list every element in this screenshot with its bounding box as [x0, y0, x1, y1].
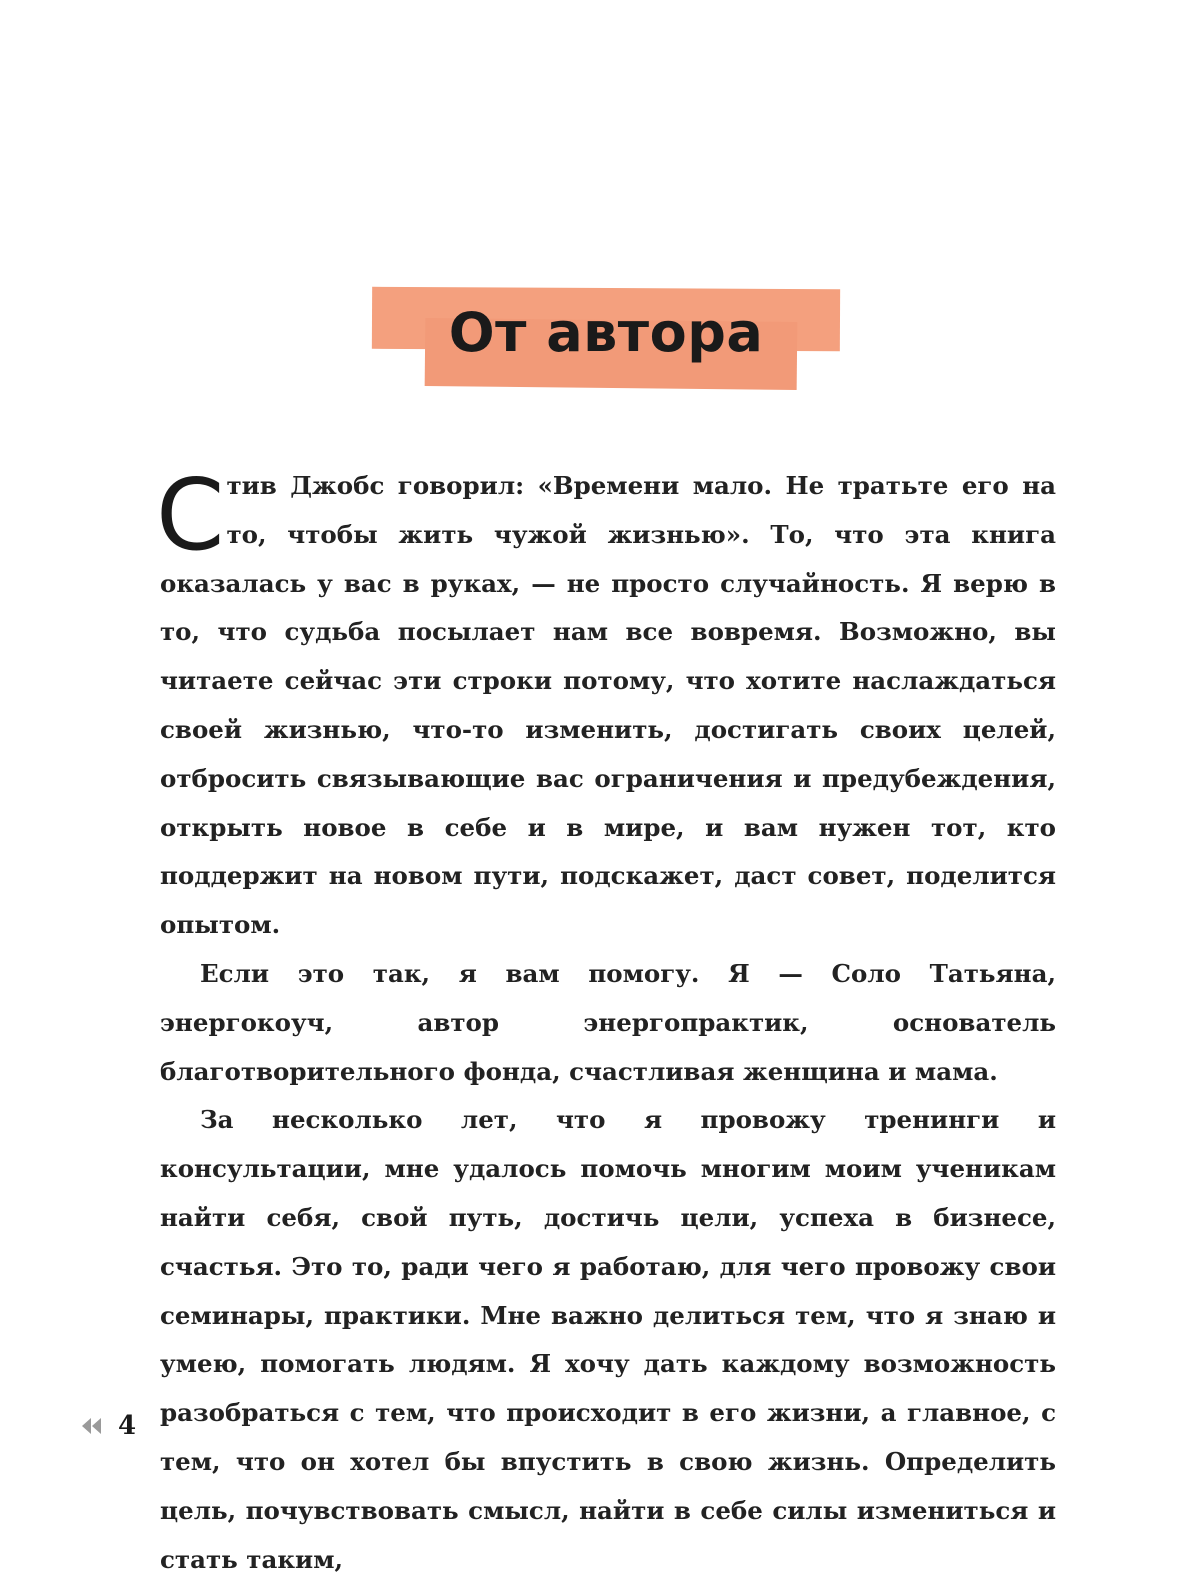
double-left-arrows-icon [80, 1415, 104, 1437]
drop-cap: С [156, 459, 225, 573]
page-number: 4 [118, 1411, 137, 1441]
page-footer [80, 1406, 136, 1446]
paragraph-1 [156, 459, 1056, 950]
chapter-heading-block [370, 286, 842, 396]
paragraph-2: Если это так, я вам помогу. Я — Соло Татьяна, энергокоуч, автор энергопрактик, основатель благотворительного фонда, счастливая женщина и мама. [160, 958, 1056, 1086]
chapter-title: От автора [448, 301, 764, 364]
paragraph-1-text: тив Джобс говорил: «Времени мало. Не тратьте его на то, чтобы жить чужой жизнью». То, что эта книга оказалась у вас в руках, — не просто случайность. Я верю в то, что судьба посылает нам все вовремя. Возможно, вы читаете сейчас эти строки потому, что хотите наслаждаться своей жизнью, что-то изменить, достигать своих целей, отбросить связывающие вас ограничения и предубеждения, открыть новое в себе и в мире, и вам нужен тот, кто поддержит на новом пути, подскажет, даст совет, поделится опытом. [160, 471, 1056, 940]
body-text [156, 459, 1056, 1584]
paragraph-3: За несколько лет, что я провожу тренинги и консультации, мне удалось помочь многим моим ученикам найти себя, свой путь, достичь цели, успеха в бизнесе, счастья. Это то, ради чего я работаю, для чего провожу свои семинары, практики. Мне важно делиться тем, что я знаю и умею, помогать людям. Я хочу дать каждому возможность разобраться с тем, что происходит в его жизни, а главное, с тем, что он хотел бы впустить в свою жизнь. Определить цель, почувствовать смысл, найти в себе силы измениться и стать таким, [160, 1105, 1056, 1574]
